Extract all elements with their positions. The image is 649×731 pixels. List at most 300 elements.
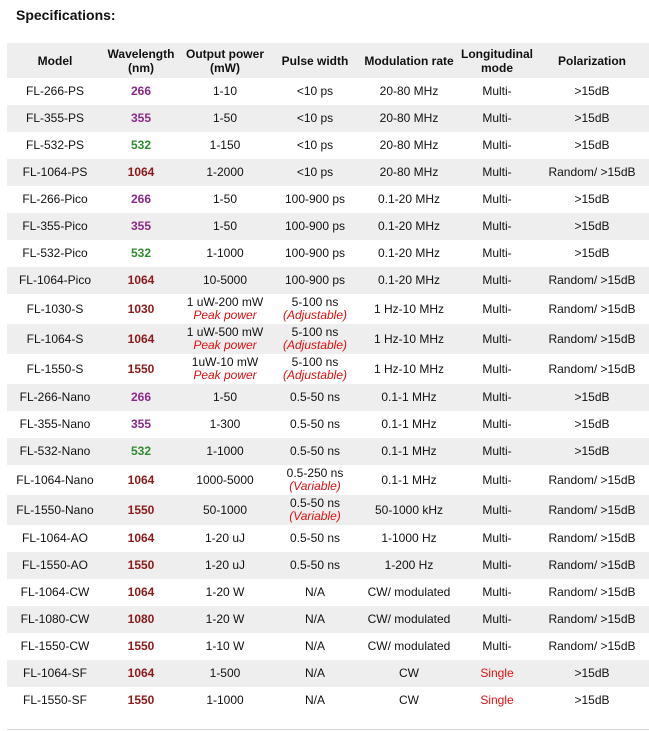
output-power-cell	[179, 186, 271, 213]
modulation-rate-cell-value: 20-80 MHz	[379, 138, 439, 152]
longitudinal-mode-cell	[459, 465, 535, 495]
pulse-width-cell	[271, 324, 359, 354]
wavelength-cell	[103, 660, 179, 687]
wavelength-cell	[103, 411, 179, 438]
output-power-cell	[179, 384, 271, 411]
longitudinal-mode-cell	[459, 354, 535, 384]
table-row	[7, 132, 649, 159]
polarization-cell-value: >15dB	[574, 444, 610, 458]
modulation-rate-cell-value: 50-1000 kHz	[374, 502, 444, 517]
longitudinal-mode-cell	[459, 552, 535, 579]
pulse-width-cell	[271, 132, 359, 159]
wavelength-cell	[103, 213, 179, 240]
pulse-width-cell-value: 100-900 ps	[284, 219, 346, 233]
pulse-width-cell	[271, 213, 359, 240]
wavelength-cell	[103, 240, 179, 267]
modulation-rate-cell	[359, 552, 459, 579]
longitudinal-mode-cell	[459, 324, 535, 354]
longitudinal-mode-cell	[459, 240, 535, 267]
wavelength-cell-value: 1550	[127, 639, 155, 653]
polarization-cell	[535, 660, 649, 687]
model-cell-value: FL-1080-CW	[20, 612, 90, 626]
output-power-cell-value: 1-20 uJ	[204, 531, 246, 545]
output-power-cell-value: 1-150	[209, 138, 241, 152]
polarization-cell	[535, 687, 649, 714]
wavelength-cell-value: 1080	[127, 612, 155, 626]
output-power-cell	[179, 552, 271, 579]
pulse-width-cell-value: N/A	[304, 639, 325, 653]
model-cell	[7, 240, 103, 267]
pulse-width-cell-value: 0.5-50 ns	[289, 558, 341, 572]
header-output-power: Output power (mW)	[179, 43, 271, 78]
wavelength-cell	[103, 384, 179, 411]
output-power-cell-value: 1-20 uJ	[204, 558, 246, 572]
wavelength-cell-value: 1550	[127, 502, 155, 517]
modulation-rate-cell-value: 0.1-20 MHz	[377, 219, 441, 233]
header-modulation-rate: Modulation rate	[359, 43, 459, 78]
modulation-rate-cell	[359, 294, 459, 324]
table-row	[7, 465, 649, 495]
polarization-cell	[535, 552, 649, 579]
wavelength-cell-value: 266	[130, 192, 152, 206]
longitudinal-mode-cell	[459, 105, 535, 132]
modulation-rate-cell-value: CW/ modulated	[367, 639, 451, 653]
longitudinal-mode-cell-value: Multi-	[482, 585, 512, 599]
table-header-row	[7, 43, 649, 78]
wavelength-cell	[103, 132, 179, 159]
longitudinal-mode-cell-value: Multi-	[482, 558, 512, 572]
modulation-rate-cell	[359, 660, 459, 687]
wavelength-cell-value: 1030	[127, 301, 155, 316]
pulse-width-note: (Adjustable)	[282, 368, 348, 382]
longitudinal-mode-cell	[459, 687, 535, 714]
table-row	[7, 78, 649, 105]
wavelength-cell	[103, 159, 179, 186]
model-cell-value: FL-532-PS	[25, 138, 85, 152]
model-cell-value: FL-355-Pico	[22, 219, 88, 233]
model-cell	[7, 606, 103, 633]
pulse-width-cell-value: <10 ps	[296, 111, 334, 125]
polarization-cell	[535, 186, 649, 213]
polarization-cell	[535, 213, 649, 240]
wavelength-cell-value: 1550	[127, 361, 155, 376]
model-cell	[7, 552, 103, 579]
output-power-cell	[179, 606, 271, 633]
output-power-cell	[179, 240, 271, 267]
model-cell-value: FL-266-Pico	[22, 192, 88, 206]
output-power-cell	[179, 132, 271, 159]
longitudinal-mode-cell	[459, 525, 535, 552]
polarization-cell	[535, 411, 649, 438]
longitudinal-mode-cell-value: Multi-	[482, 612, 512, 626]
pulse-width-cell-value: 100-900 ps	[284, 192, 346, 206]
output-power-cell	[179, 495, 271, 525]
wavelength-cell	[103, 354, 179, 384]
longitudinal-mode-cell-value: Multi-	[482, 219, 512, 233]
modulation-rate-cell-value: CW/ modulated	[367, 612, 451, 626]
longitudinal-mode-cell	[459, 579, 535, 606]
model-cell	[7, 411, 103, 438]
modulation-rate-cell-value: 0.1-20 MHz	[377, 273, 441, 287]
wavelength-cell-value: 1064	[127, 273, 155, 287]
modulation-rate-cell	[359, 213, 459, 240]
modulation-rate-cell-value: 1-1000 Hz	[381, 531, 437, 545]
model-cell-value: FL-266-PS	[25, 84, 85, 98]
longitudinal-mode-cell-value: Multi-	[482, 192, 512, 206]
pulse-width-note: (Variable)	[289, 479, 341, 493]
modulation-rate-cell-value: 1-200 Hz	[384, 558, 434, 572]
model-cell	[7, 660, 103, 687]
output-power-cell	[179, 465, 271, 495]
polarization-cell-value: Random/ >15dB	[548, 361, 636, 376]
longitudinal-mode-cell-value: Multi-	[482, 273, 512, 287]
model-cell-value: FL-1064-Nano	[16, 472, 94, 487]
polarization-cell-value: >15dB	[574, 246, 610, 260]
model-cell	[7, 324, 103, 354]
output-power-cell	[179, 159, 271, 186]
output-power-cell	[179, 354, 271, 384]
polarization-cell-value: Random/ >15dB	[548, 612, 636, 626]
polarization-cell-value: Random/ >15dB	[548, 331, 636, 346]
modulation-rate-cell-value: 20-80 MHz	[379, 111, 439, 125]
peak-power-note: Peak power	[193, 338, 257, 352]
output-power-cell-value: 1-50	[212, 390, 238, 404]
pulse-width-cell	[271, 552, 359, 579]
model-cell	[7, 384, 103, 411]
model-cell-value: FL-1064-PS	[22, 165, 88, 179]
model-cell-value: FL-1550-AO	[21, 558, 89, 572]
polarization-cell	[535, 354, 649, 384]
output-power-cell	[179, 411, 271, 438]
longitudinal-mode-cell	[459, 294, 535, 324]
polarization-cell	[535, 105, 649, 132]
model-cell	[7, 579, 103, 606]
table-row	[7, 687, 649, 714]
modulation-rate-cell	[359, 606, 459, 633]
output-power-cell-value: 1uW-10 mW	[191, 355, 259, 369]
output-power-cell	[179, 525, 271, 552]
pulse-width-cell-value: N/A	[304, 585, 325, 599]
table-row	[7, 267, 649, 294]
pulse-width-cell	[271, 159, 359, 186]
modulation-rate-cell	[359, 132, 459, 159]
longitudinal-mode-cell-value: Multi-	[482, 84, 512, 98]
output-power-cell-value: 1-20 W	[205, 612, 245, 626]
table-row	[7, 633, 649, 660]
wavelength-cell-value: 1064	[127, 331, 155, 346]
longitudinal-mode-cell-value: Multi-	[482, 165, 512, 179]
longitudinal-mode-cell	[459, 267, 535, 294]
polarization-cell-value: >15dB	[574, 693, 610, 707]
model-cell	[7, 267, 103, 294]
table-row	[7, 159, 649, 186]
model-cell	[7, 465, 103, 495]
polarization-cell-value: Random/ >15dB	[548, 585, 636, 599]
specifications-table	[7, 43, 649, 714]
wavelength-cell-value: 532	[130, 246, 152, 260]
output-power-cell-value: 1-50	[212, 192, 238, 206]
output-power-cell-value: 1-1000	[206, 246, 244, 260]
longitudinal-mode-cell	[459, 159, 535, 186]
table-row	[7, 660, 649, 687]
pulse-width-cell	[271, 606, 359, 633]
modulation-rate-cell	[359, 438, 459, 465]
polarization-cell	[535, 579, 649, 606]
modulation-rate-cell-value: 1 Hz-10 MHz	[373, 361, 444, 376]
wavelength-cell-value: 532	[130, 444, 152, 458]
table-row	[7, 606, 649, 633]
longitudinal-mode-cell-value: Multi-	[482, 246, 512, 260]
table-row	[7, 354, 649, 384]
pulse-width-cell-value: N/A	[304, 666, 325, 680]
peak-power-note: Peak power	[193, 368, 257, 382]
longitudinal-mode-cell	[459, 660, 535, 687]
polarization-cell-value: Random/ >15dB	[548, 639, 636, 653]
longitudinal-mode-cell-value: Multi-	[482, 301, 512, 316]
model-cell-value: FL-1064-AO	[21, 531, 89, 545]
wavelength-cell-value: 1064	[127, 165, 155, 179]
output-power-cell-value: 1-1000	[206, 693, 244, 707]
polarization-cell	[535, 384, 649, 411]
model-cell	[7, 159, 103, 186]
pulse-width-cell-value: 0.5-50 ns	[289, 390, 341, 404]
table-row	[7, 294, 649, 324]
pulse-width-cell-value: 0.5-50 ns	[289, 496, 341, 510]
table-row	[7, 324, 649, 354]
wavelength-cell-value: 355	[130, 111, 152, 125]
pulse-width-cell	[271, 240, 359, 267]
table-row	[7, 552, 649, 579]
longitudinal-mode-cell	[459, 213, 535, 240]
modulation-rate-cell-value: CW/ modulated	[367, 585, 451, 599]
wavelength-cell	[103, 465, 179, 495]
polarization-cell-value: >15dB	[574, 192, 610, 206]
pulse-width-cell	[271, 105, 359, 132]
wavelength-cell-value: 1550	[127, 558, 155, 572]
modulation-rate-cell	[359, 579, 459, 606]
output-power-cell	[179, 438, 271, 465]
table-row	[7, 105, 649, 132]
polarization-cell	[535, 606, 649, 633]
wavelength-cell	[103, 78, 179, 105]
section-title: Specifications:	[16, 7, 116, 23]
modulation-rate-cell	[359, 411, 459, 438]
output-power-cell-value: 1-10	[212, 84, 238, 98]
polarization-cell-value: >15dB	[574, 219, 610, 233]
wavelength-cell	[103, 579, 179, 606]
pulse-width-cell	[271, 633, 359, 660]
pulse-width-cell-value: N/A	[304, 693, 325, 707]
pulse-width-cell-value: 0.5-50 ns	[289, 417, 341, 431]
table-row	[7, 438, 649, 465]
model-cell	[7, 687, 103, 714]
pulse-width-cell	[271, 267, 359, 294]
model-cell-value: FL-266-Nano	[19, 390, 91, 404]
wavelength-cell-value: 266	[130, 84, 152, 98]
wavelength-cell-value: 1064	[127, 585, 155, 599]
longitudinal-mode-cell-value: Multi-	[482, 639, 512, 653]
pulse-width-cell	[271, 186, 359, 213]
modulation-rate-cell	[359, 687, 459, 714]
model-cell	[7, 105, 103, 132]
longitudinal-mode-cell-value: Multi-	[482, 331, 512, 346]
model-cell	[7, 633, 103, 660]
model-cell-value: FL-1550-SF	[22, 693, 88, 707]
output-power-cell-value: 1-10 W	[205, 639, 245, 653]
wavelength-cell-value: 1550	[127, 693, 155, 707]
output-power-cell-value: 1-300	[209, 417, 241, 431]
modulation-rate-cell-value: 0.1-1 MHz	[381, 472, 437, 487]
output-power-cell	[179, 213, 271, 240]
model-cell-value: FL-1064-CW	[20, 585, 90, 599]
model-cell-value: FL-1030-S	[26, 301, 84, 316]
output-power-cell	[179, 267, 271, 294]
output-power-cell-value: 1 uW-500 mW	[186, 325, 264, 339]
modulation-rate-cell-value: 0.1-1 MHz	[381, 390, 437, 404]
wavelength-cell	[103, 495, 179, 525]
longitudinal-mode-cell	[459, 633, 535, 660]
polarization-cell-value: Random/ >15dB	[548, 301, 636, 316]
longitudinal-mode-cell-value: Multi-	[482, 111, 512, 125]
output-power-cell-value: 50-1000	[202, 502, 248, 517]
pulse-width-cell-value: 0.5-50 ns	[289, 531, 341, 545]
polarization-cell	[535, 159, 649, 186]
output-power-cell-value: 1000-5000	[196, 472, 254, 487]
modulation-rate-cell	[359, 267, 459, 294]
pulse-width-cell-value: 5-100 ns	[291, 355, 339, 369]
pulse-width-cell-value: <10 ps	[296, 138, 334, 152]
table-row	[7, 384, 649, 411]
model-cell	[7, 354, 103, 384]
modulation-rate-cell-value: 1 Hz-10 MHz	[373, 301, 444, 316]
longitudinal-mode-cell	[459, 78, 535, 105]
polarization-cell-value: Random/ >15dB	[548, 531, 636, 545]
modulation-rate-cell	[359, 465, 459, 495]
longitudinal-mode-cell	[459, 384, 535, 411]
table-row	[7, 240, 649, 267]
polarization-cell-value: Random/ >15dB	[548, 472, 636, 487]
wavelength-cell-value: 355	[130, 219, 152, 233]
wavelength-cell	[103, 438, 179, 465]
header-longitudinal-mode: Longitudinal mode	[459, 43, 535, 78]
output-power-cell-value: 1 uW-200 mW	[186, 295, 264, 309]
wavelength-cell	[103, 525, 179, 552]
modulation-rate-cell-value: CW	[399, 666, 419, 680]
model-cell-value: FL-1064-SF	[22, 666, 88, 680]
model-cell	[7, 294, 103, 324]
modulation-rate-cell-value: 0.1-20 MHz	[377, 192, 441, 206]
pulse-width-cell	[271, 687, 359, 714]
polarization-cell	[535, 132, 649, 159]
wavelength-cell	[103, 267, 179, 294]
model-cell-value: FL-532-Nano	[19, 444, 91, 458]
output-power-cell-value: 1-500	[209, 666, 241, 680]
model-cell	[7, 525, 103, 552]
longitudinal-mode-cell	[459, 186, 535, 213]
output-power-cell-value: 1-1000	[206, 444, 244, 458]
output-power-cell	[179, 324, 271, 354]
pulse-width-cell-value: 0.5-50 ns	[289, 444, 341, 458]
model-cell-value: FL-355-PS	[25, 111, 85, 125]
pulse-width-note: (Adjustable)	[282, 338, 348, 352]
model-cell-value: FL-1064-Pico	[18, 273, 92, 287]
header-model: Model	[7, 43, 103, 78]
pulse-width-cell	[271, 438, 359, 465]
modulation-rate-cell	[359, 240, 459, 267]
polarization-cell-value: Random/ >15dB	[548, 558, 636, 572]
polarization-cell-value: >15dB	[574, 417, 610, 431]
output-power-cell-value: 1-50	[212, 219, 238, 233]
polarization-cell	[535, 438, 649, 465]
output-power-cell	[179, 579, 271, 606]
polarization-cell	[535, 495, 649, 525]
output-power-cell	[179, 687, 271, 714]
pulse-width-note: (Adjustable)	[282, 308, 348, 322]
longitudinal-mode-cell-value: Multi-	[482, 444, 512, 458]
pulse-width-cell	[271, 660, 359, 687]
longitudinal-mode-cell-value: Multi-	[482, 502, 512, 517]
model-cell	[7, 132, 103, 159]
wavelength-cell	[103, 105, 179, 132]
table-body	[7, 78, 649, 714]
pulse-width-cell-value: <10 ps	[296, 84, 334, 98]
pulse-width-cell	[271, 411, 359, 438]
longitudinal-mode-cell-value: Multi-	[482, 417, 512, 431]
model-cell-value: FL-1550-Nano	[16, 502, 94, 517]
polarization-cell-value: >15dB	[574, 390, 610, 404]
polarization-cell	[535, 78, 649, 105]
modulation-rate-cell	[359, 384, 459, 411]
wavelength-cell-value: 355	[130, 417, 152, 431]
pulse-width-cell	[271, 465, 359, 495]
modulation-rate-cell-value: CW	[399, 693, 419, 707]
wavelength-cell-value: 1064	[127, 531, 155, 545]
polarization-cell	[535, 525, 649, 552]
modulation-rate-cell-value: 0.1-1 MHz	[381, 417, 437, 431]
modulation-rate-cell	[359, 633, 459, 660]
model-cell	[7, 495, 103, 525]
pulse-width-cell	[271, 495, 359, 525]
polarization-cell	[535, 240, 649, 267]
wavelength-cell-value: 532	[130, 138, 152, 152]
model-cell	[7, 78, 103, 105]
model-cell-value: FL-355-Nano	[19, 417, 91, 431]
output-power-cell	[179, 78, 271, 105]
polarization-cell-value: >15dB	[574, 84, 610, 98]
model-cell	[7, 438, 103, 465]
output-power-cell	[179, 660, 271, 687]
wavelength-cell	[103, 687, 179, 714]
longitudinal-mode-cell-value: Single	[480, 666, 514, 680]
pulse-width-cell	[271, 354, 359, 384]
longitudinal-mode-cell	[459, 411, 535, 438]
longitudinal-mode-cell	[459, 438, 535, 465]
modulation-rate-cell-value: 1 Hz-10 MHz	[373, 331, 444, 346]
polarization-cell	[535, 324, 649, 354]
header-wavelength: Wavelength (nm)	[103, 43, 179, 78]
model-cell-value: FL-1064-S	[26, 331, 84, 346]
longitudinal-mode-cell	[459, 132, 535, 159]
modulation-rate-cell	[359, 105, 459, 132]
model-cell	[7, 186, 103, 213]
polarization-cell-value: >15dB	[574, 111, 610, 125]
modulation-rate-cell-value: 20-80 MHz	[379, 165, 439, 179]
model-cell	[7, 213, 103, 240]
pulse-width-cell	[271, 579, 359, 606]
wavelength-cell-value: 1064	[127, 472, 155, 487]
pulse-width-cell-value: N/A	[304, 612, 325, 626]
modulation-rate-cell	[359, 324, 459, 354]
